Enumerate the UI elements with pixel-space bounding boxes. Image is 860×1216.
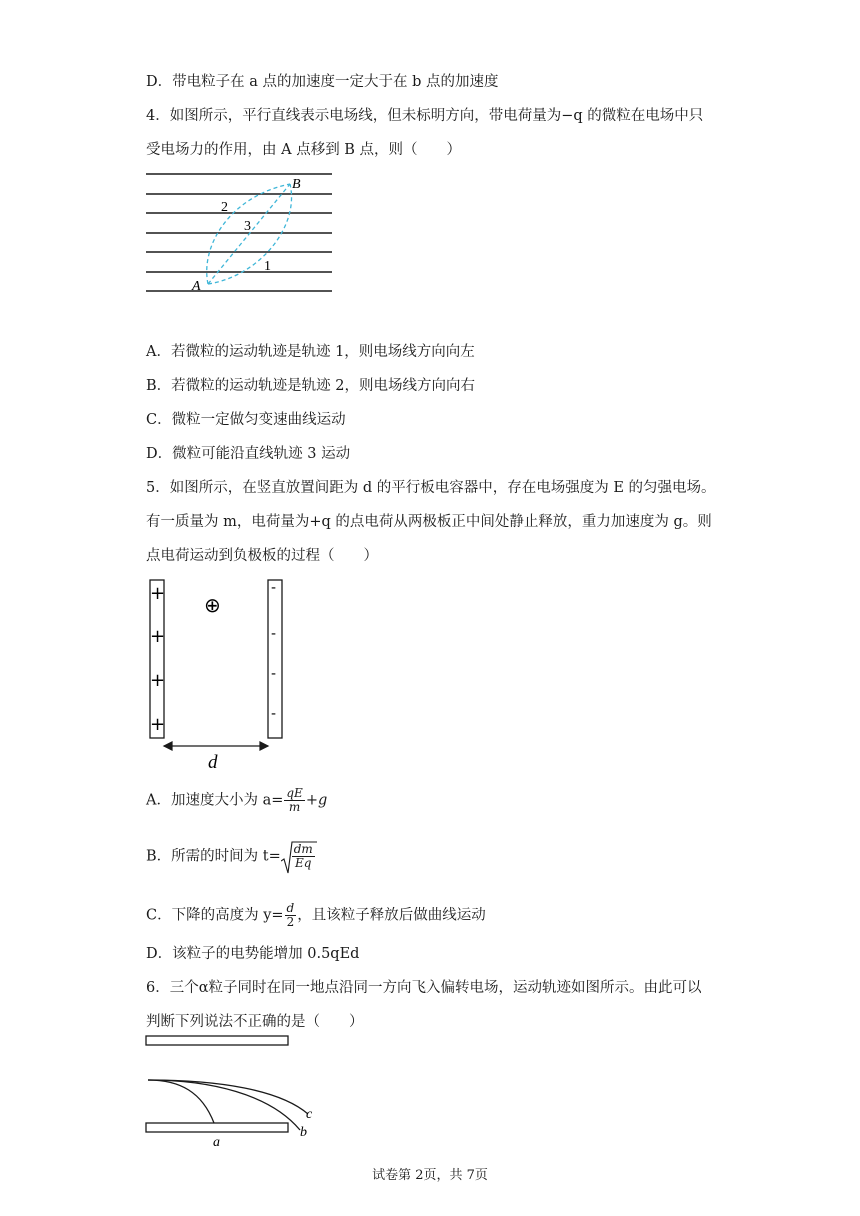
q5-option-c-fraction: $\frac{d}{2}$ xyxy=(286,901,295,929)
q6-label-c: c xyxy=(306,1107,313,1122)
q5-stem-line3: 点电荷运动到负极板的过程（ ） xyxy=(146,548,378,564)
q5-plus-sign: + xyxy=(150,626,166,647)
q4-point-b: B xyxy=(292,177,301,192)
q5-minus-sign: - xyxy=(271,580,277,596)
q4-point-a: A xyxy=(192,279,201,294)
q5-option-c xyxy=(146,902,486,929)
q5-option-a-fraction: $\frac{qE}{m}$ xyxy=(286,786,303,814)
q4-stem-line2: 受电场力的作用，由 A 点移到 B 点，则（ ） xyxy=(146,142,462,158)
q5-option-b xyxy=(146,843,316,870)
q5-stem-line1: 5．如图所示，在竖直放置间距为 d 的平行板电容器中，存在电场强度为 E 的匀强电场。 xyxy=(146,480,716,496)
q5-capacitor-figure xyxy=(140,574,290,776)
q6-stem-line2: 判断下列说法不正确的是（ ） xyxy=(146,1014,364,1030)
q6-stem-line1: 6．三个α粒子同时在同一地点沿同一方向飞入偏转电场，运动轨迹如图所示。由此可以 xyxy=(146,980,702,996)
q4-field-lines-figure xyxy=(140,166,340,301)
q5-minus-sign: - xyxy=(271,666,277,682)
q4-option-a: A．若微粒的运动轨迹是轨迹 1，则电场线方向向左 xyxy=(146,344,475,360)
q6-label-a: a xyxy=(213,1135,220,1150)
q3-option-d: D．带电粒子在 a 点的加速度一定大于在 b 点的加速度 xyxy=(146,74,499,90)
q5-option-d: D．该粒子的电势能增加 0.5qEd xyxy=(146,946,360,962)
q5-option-a-prefix: A．加速度大小为 a= xyxy=(146,792,284,809)
q4-option-c: C．微粒一定做匀变速曲线运动 xyxy=(146,412,346,428)
q5-option-c-suffix: ，且该粒子释放后做曲线运动 xyxy=(297,907,486,924)
q5-stem-line2: 有一质量为 m，电荷量为+q 的点电荷从两极板正中间处静止释放，重力加速度为 g。则 xyxy=(146,514,712,530)
q4-track-2-label: 2 xyxy=(221,200,228,215)
q6-label-b: b xyxy=(300,1125,307,1140)
q5-option-b-sqrt: $\frac{dm}{Eq}$ xyxy=(281,843,316,870)
q4-track-1-label: 1 xyxy=(264,259,271,274)
q4-option-b: B．若微粒的运动轨迹是轨迹 2，则电场线方向向右 xyxy=(146,378,475,394)
q5-option-a-suffix: +g xyxy=(305,792,328,809)
q4-option-d: D．微粒可能沿直线轨迹 3 运动 xyxy=(146,446,351,462)
q5-minus-sign: - xyxy=(271,626,277,642)
q5-plus-sign: + xyxy=(150,714,166,735)
page-footer: 试卷第 2页，共 7页 xyxy=(372,1168,488,1183)
q5-distance-d: d xyxy=(208,752,218,773)
q4-track-3-label: 3 xyxy=(244,219,251,234)
q5-option-a xyxy=(146,787,327,814)
q5-plus-sign: + xyxy=(150,670,166,691)
q5-point-charge-icon: ⊕ xyxy=(204,593,221,617)
q5-option-c-prefix: C．下降的高度为 y= xyxy=(146,907,284,924)
q4-stem-line1: 4．如图所示，平行直线表示电场线，但未标明方向，带电荷量为−q 的微粒在电场中只 xyxy=(146,108,704,124)
q5-option-b-prefix: B．所需的时间为 t= xyxy=(146,848,281,865)
q5-minus-sign: - xyxy=(271,706,277,722)
q5-plus-sign: + xyxy=(150,583,166,604)
q6-deflection-figure xyxy=(140,1032,330,1150)
